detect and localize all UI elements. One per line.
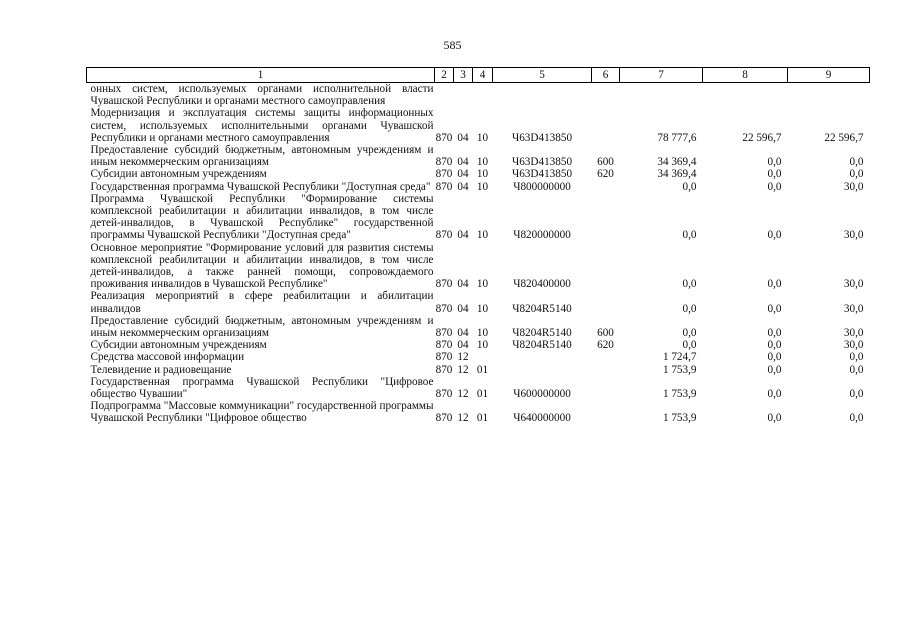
table-row xyxy=(87,168,870,180)
amount-cell: 22 596,7 xyxy=(824,131,864,144)
code-cell: Ч8204R5140 xyxy=(512,302,572,315)
code-cell: 870 xyxy=(435,327,453,340)
table-row xyxy=(87,364,870,376)
code-cell: 870 xyxy=(435,351,453,364)
header-cell: 9 xyxy=(788,68,870,83)
header-cell: 2 xyxy=(435,68,454,83)
code-cell: 12 xyxy=(457,388,469,401)
amount-cell: 0,0 xyxy=(767,388,782,401)
header-cell: 1 xyxy=(87,68,435,83)
code-cell: 01 xyxy=(476,412,489,425)
desc-cell: Модернизация и эксплуатация системы защиты информационных систем, используемых исполнительными органами Чувашской Республики и органами местного самоуправления xyxy=(90,107,434,144)
code-cell: 01 xyxy=(476,388,489,401)
table-row xyxy=(87,144,870,168)
header-cell: 6 xyxy=(592,68,620,83)
code-cell: 04 xyxy=(457,156,469,169)
amount-cell: 0,0 xyxy=(682,229,697,242)
desc-cell: Основное мероприятие "Формирование условий для развития системы комплексной реабилитации и абилитации инвалидов, в том числе детей-инвалидов, а также ранней помощи, сопровождаемого проживания инвалидов в Чувашской Республике" xyxy=(90,241,434,291)
desc-cell: Государственная программа Чувашской Республики "Цифровое общество Чувашии" xyxy=(90,375,434,401)
code-cell: 04 xyxy=(457,229,469,242)
desc-cell: Программа Чувашской Республики "Формирование системы комплексной реабилитации и абилитации инвалидов, в том числе детей-инвалидов, в Чувашской Республике" государственной программы Чувашской Республики "Доступная среда" xyxy=(90,192,434,242)
desc-cell: Субсидии автономным учреждениям xyxy=(90,168,267,181)
code-cell: 10 xyxy=(476,278,489,291)
code-cell: 04 xyxy=(457,131,469,144)
amount-cell: 30,0 xyxy=(843,339,864,352)
code-cell: 04 xyxy=(457,180,469,193)
amount-cell: 0,0 xyxy=(849,412,864,425)
code-cell: 870 xyxy=(435,180,453,193)
code-cell: 870 xyxy=(435,156,453,169)
amount-cell: 34 369,4 xyxy=(657,168,697,181)
code-cell xyxy=(473,351,493,363)
code-cell: 870 xyxy=(435,229,453,242)
code-cell xyxy=(592,400,620,424)
code-cell: 600 xyxy=(597,156,614,169)
table-row xyxy=(87,315,870,339)
code-cell: 01 xyxy=(476,363,489,376)
code-cell xyxy=(473,83,493,108)
desc-cell: Предоставление субсидий бюджетным, автономным учреждениям и иным некоммерческим организациям xyxy=(90,314,434,340)
code-cell: 870 xyxy=(435,363,453,376)
code-cell xyxy=(592,83,620,108)
desc-cell: Субсидии автономным учреждениям xyxy=(90,339,267,352)
amount-cell: 0,0 xyxy=(767,278,782,291)
desc-cell: Государственная программа Чувашской Республики "Доступная среда" xyxy=(90,180,431,193)
code-cell xyxy=(592,376,620,400)
code-cell xyxy=(592,193,620,242)
code-cell: 10 xyxy=(476,327,489,340)
table-row xyxy=(87,181,870,193)
amount-cell: 30,0 xyxy=(843,327,864,340)
amount-cell: 0,0 xyxy=(682,180,697,193)
amount-cell: 0,0 xyxy=(767,363,782,376)
code-cell xyxy=(592,107,620,144)
amount-cell: 0,0 xyxy=(849,388,864,401)
code-cell: 10 xyxy=(476,339,489,352)
amount-cell: 0,0 xyxy=(767,351,782,364)
code-cell: 12 xyxy=(457,412,469,425)
code-cell xyxy=(592,364,620,376)
code-cell: Ч8204R5140 xyxy=(512,339,572,352)
code-cell xyxy=(592,290,620,314)
header-cell: 8 xyxy=(703,68,788,83)
code-cell: 600 xyxy=(597,327,614,340)
amount-cell: 0,0 xyxy=(849,351,864,364)
code-cell: 870 xyxy=(435,339,453,352)
amount-cell: 0,0 xyxy=(682,327,697,340)
amount-cell xyxy=(703,83,788,108)
code-cell: 10 xyxy=(476,302,489,315)
header-cell: 3 xyxy=(454,68,473,83)
code-cell: 04 xyxy=(457,339,469,352)
amount-cell: 34 369,4 xyxy=(657,156,697,169)
code-cell: Ч63D413850 xyxy=(511,168,573,181)
code-cell: 870 xyxy=(435,302,453,315)
code-cell: 12 xyxy=(457,363,469,376)
table-row xyxy=(87,107,870,144)
code-cell xyxy=(435,83,454,108)
code-cell: 04 xyxy=(457,327,469,340)
code-cell: 04 xyxy=(457,168,469,181)
code-cell: Ч600000000 xyxy=(513,388,571,401)
table-row xyxy=(87,242,870,291)
header-cell: 5 xyxy=(493,68,592,83)
code-cell: 04 xyxy=(457,278,469,291)
amount-cell: 0,0 xyxy=(849,168,864,181)
amount-cell: 30,0 xyxy=(843,278,864,291)
desc-cell: Средства массовой информации xyxy=(90,351,245,364)
amount-cell: 22 596,7 xyxy=(742,131,782,144)
code-cell: Ч820000000 xyxy=(513,229,571,242)
code-cell: Ч800000000 xyxy=(513,180,571,193)
amount-cell: 1 753,9 xyxy=(662,388,697,401)
page-number: 585 xyxy=(443,38,462,52)
amount-cell: 0,0 xyxy=(849,156,864,169)
code-cell: 620 xyxy=(597,339,614,352)
code-cell xyxy=(592,242,620,291)
code-cell: 620 xyxy=(597,168,614,181)
amount-cell: 0,0 xyxy=(682,302,697,315)
code-cell xyxy=(592,181,620,193)
header-cell: 4 xyxy=(473,68,493,83)
code-cell: Ч640000000 xyxy=(513,412,571,425)
amount-cell: 0,0 xyxy=(849,363,864,376)
code-cell xyxy=(493,83,592,108)
table-row xyxy=(87,290,870,314)
amount-cell: 0,0 xyxy=(767,180,782,193)
code-cell: Ч63D413850 xyxy=(511,156,573,169)
amount-cell: 1 753,9 xyxy=(662,412,697,425)
header-cell: 7 xyxy=(620,68,703,83)
desc-cell: Реализация мероприятий в сфере реабилитации и абилитации инвалидов xyxy=(90,290,434,315)
budget-table xyxy=(86,67,870,425)
table-row xyxy=(87,400,870,424)
amount-cell: 0,0 xyxy=(767,168,782,181)
table-body xyxy=(87,83,870,425)
code-cell: Ч820400000 xyxy=(513,278,571,291)
amount-cell: 0,0 xyxy=(767,339,782,352)
amount-cell: 0,0 xyxy=(682,339,697,352)
code-cell xyxy=(592,351,620,363)
code-cell: 870 xyxy=(435,412,453,425)
code-cell xyxy=(493,351,592,363)
amount-cell: 0,0 xyxy=(767,412,782,425)
amount-cell: 1 753,9 xyxy=(662,363,697,376)
amount-cell xyxy=(620,83,703,108)
desc-cell: Подпрограмма "Массовые коммуникации" государственной программы Чувашской Республики "Цифровое общество xyxy=(90,400,434,425)
amount-cell: 1 724,7 xyxy=(662,351,697,364)
amount-cell: 78 777,6 xyxy=(657,131,697,144)
amount-cell: 0,0 xyxy=(767,229,782,242)
code-cell: 10 xyxy=(476,168,489,181)
amount-cell: 0,0 xyxy=(767,327,782,340)
amount-cell: 30,0 xyxy=(843,180,864,193)
table-row xyxy=(87,376,870,400)
table-row xyxy=(87,339,870,351)
amount-cell: 0,0 xyxy=(767,156,782,169)
desc-cell: Предоставление субсидий бюджетным, автономным учреждениям и иным некоммерческим организациям xyxy=(90,144,434,169)
code-cell: Ч8204R5140 xyxy=(512,327,572,340)
code-cell: 870 xyxy=(435,388,453,401)
code-cell xyxy=(454,83,473,108)
table-row xyxy=(87,351,870,363)
amount-cell: 0,0 xyxy=(682,278,697,291)
code-cell: 10 xyxy=(476,229,489,242)
code-cell: Ч63D413850 xyxy=(511,131,573,144)
header-row xyxy=(87,68,870,83)
code-cell: 10 xyxy=(476,131,489,144)
code-cell: 04 xyxy=(457,302,469,315)
code-cell: 870 xyxy=(435,131,453,144)
amount-cell: 30,0 xyxy=(843,229,864,242)
amount-cell xyxy=(788,83,870,108)
code-cell xyxy=(493,364,592,376)
code-cell: 10 xyxy=(476,180,489,193)
code-cell: 10 xyxy=(476,156,489,169)
code-cell: 870 xyxy=(435,168,453,181)
desc-cell: онных систем, используемых органами исполнительной власти Чувашской Республики и органами местного самоуправления xyxy=(90,83,434,108)
code-cell: 12 xyxy=(457,351,469,364)
table-row xyxy=(87,193,870,242)
desc-cell: Телевидение и радиовещание xyxy=(90,363,232,376)
amount-cell: 0,0 xyxy=(767,302,782,315)
amount-cell: 30,0 xyxy=(843,302,864,315)
code-cell: 870 xyxy=(435,278,453,291)
table-row xyxy=(87,83,870,108)
